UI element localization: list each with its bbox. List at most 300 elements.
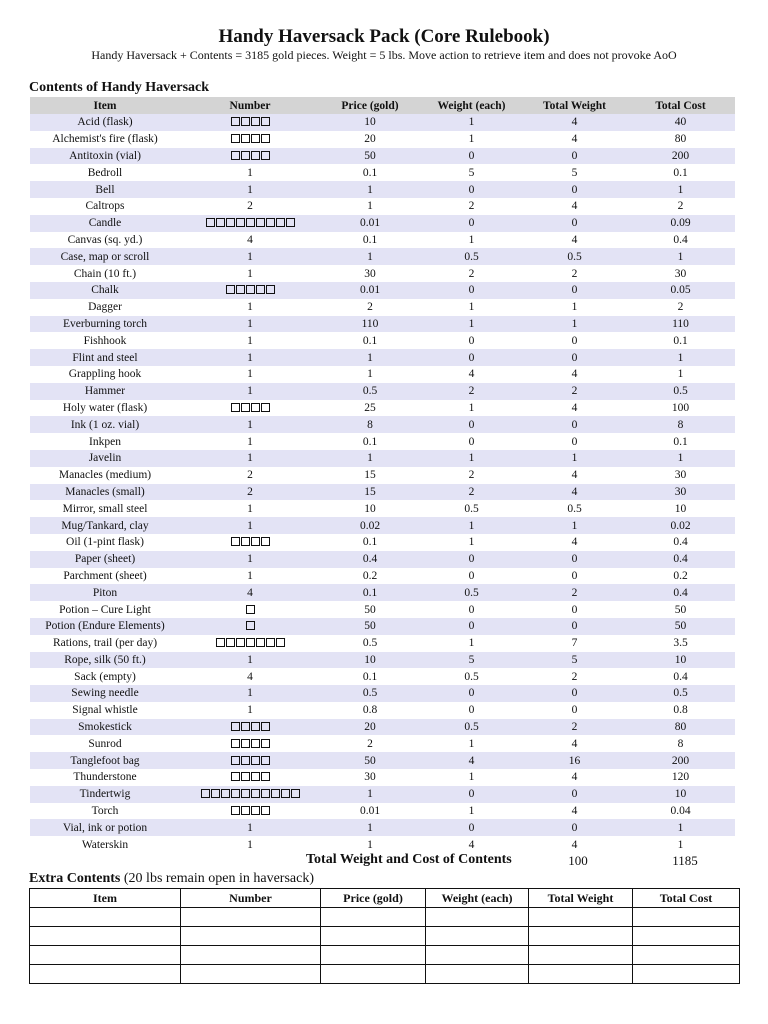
- item-total-cost-cell: 2: [626, 299, 735, 316]
- item-total-cost-cell: 0.5: [626, 685, 735, 702]
- tally-checkbox[interactable]: [236, 638, 245, 647]
- extra-empty-cell[interactable]: [321, 927, 426, 946]
- tally-checkbox[interactable]: [251, 403, 260, 412]
- extra-empty-cell[interactable]: [633, 927, 740, 946]
- extra-contents-table: [29, 888, 740, 984]
- item-total-cost-cell: 1: [626, 836, 735, 853]
- item-total-cost-cell: 80: [626, 719, 735, 736]
- table-row: [30, 534, 735, 551]
- item-weight-cell: 0: [420, 433, 523, 450]
- item-name-cell: Manacles (small): [30, 484, 180, 501]
- item-price-cell: 0.1: [320, 668, 420, 685]
- tally-checkbox[interactable]: [251, 756, 260, 765]
- item-total-cost-cell: 30: [626, 265, 735, 282]
- item-price-cell: 2: [320, 735, 420, 752]
- extra-empty-cell[interactable]: [426, 908, 529, 927]
- checkbox-group: [245, 602, 255, 618]
- item-total-weight-cell: 4: [523, 484, 626, 501]
- item-total-weight-cell: 0: [523, 433, 626, 450]
- item-number-cell: [180, 769, 320, 786]
- tally-checkbox[interactable]: [256, 285, 265, 294]
- tally-checkbox[interactable]: [251, 134, 260, 143]
- table-row: [30, 383, 735, 400]
- tally-checkbox[interactable]: [256, 638, 265, 647]
- item-number-cell: [180, 282, 320, 299]
- item-price-cell: 15: [320, 484, 420, 501]
- column-header-item: Item: [30, 97, 180, 114]
- checkbox-group: [230, 400, 270, 416]
- extra-empty-cell[interactable]: [633, 946, 740, 965]
- tally-checkbox[interactable]: [266, 638, 275, 647]
- table-row: [30, 668, 735, 685]
- tally-checkbox[interactable]: [261, 151, 270, 160]
- item-price-cell: 1: [320, 349, 420, 366]
- item-total-weight-cell: 4: [523, 198, 626, 215]
- item-total-weight-cell: 4: [523, 232, 626, 249]
- tally-checkbox[interactable]: [251, 151, 260, 160]
- tally-checkbox[interactable]: [256, 218, 265, 227]
- item-price-cell: 8: [320, 416, 420, 433]
- item-total-cost-cell: 0.4: [626, 584, 735, 601]
- table-row: [30, 400, 735, 417]
- item-name-cell: Flint and steel: [30, 349, 180, 366]
- item-weight-cell: 4: [420, 366, 523, 383]
- item-total-weight-cell: 0: [523, 282, 626, 299]
- item-total-cost-cell: 3.5: [626, 635, 735, 652]
- item-total-cost-cell: 1: [626, 248, 735, 265]
- item-total-weight-cell: 0: [523, 349, 626, 366]
- item-total-weight-cell: 0.5: [523, 248, 626, 265]
- extra-heading-note: (20 lbs remain open in haversack): [120, 871, 314, 886]
- item-number-cell: [180, 618, 320, 635]
- tally-checkbox[interactable]: [261, 403, 270, 412]
- extra-empty-cell[interactable]: [426, 927, 529, 946]
- tally-checkbox[interactable]: [231, 134, 240, 143]
- tally-checkbox[interactable]: [246, 621, 255, 630]
- item-total-weight-cell: 4: [523, 534, 626, 551]
- item-number-cell: 1: [180, 836, 320, 853]
- item-weight-cell: 0: [420, 332, 523, 349]
- table-row: [30, 551, 735, 568]
- tally-checkbox[interactable]: [261, 134, 270, 143]
- item-name-cell: Javelin: [30, 450, 180, 467]
- item-total-cost-cell: 200: [626, 148, 735, 165]
- table-row: [30, 450, 735, 467]
- item-weight-cell: 0.5: [420, 719, 523, 736]
- item-name-cell: Signal whistle: [30, 702, 180, 719]
- table-row: [30, 685, 735, 702]
- extra-empty-cell[interactable]: [321, 946, 426, 965]
- item-name-cell: Parchment (sheet): [30, 568, 180, 585]
- item-number-cell: 1: [180, 332, 320, 349]
- tally-checkbox[interactable]: [251, 537, 260, 546]
- item-number-cell: 4: [180, 232, 320, 249]
- item-total-weight-cell: 4: [523, 400, 626, 417]
- tally-checkbox[interactable]: [281, 789, 290, 798]
- item-number-cell: 1: [180, 265, 320, 282]
- tally-checkbox[interactable]: [241, 722, 250, 731]
- item-total-weight-cell: 0: [523, 181, 626, 198]
- item-total-weight-cell: 0: [523, 332, 626, 349]
- item-name-cell: Waterskin: [30, 836, 180, 853]
- item-number-cell: 1: [180, 702, 320, 719]
- tally-checkbox[interactable]: [251, 117, 260, 126]
- extra-empty-cell[interactable]: [529, 908, 633, 927]
- tally-checkbox[interactable]: [241, 151, 250, 160]
- tally-checkbox[interactable]: [231, 739, 240, 748]
- item-total-weight-cell: 4: [523, 735, 626, 752]
- item-price-cell: 0.02: [320, 517, 420, 534]
- tally-checkbox[interactable]: [231, 806, 240, 815]
- item-name-cell: Vial, ink or potion: [30, 819, 180, 836]
- extra-header-row: [30, 889, 740, 908]
- table-row: [30, 769, 735, 786]
- extra-column-header-total-weight: Total Weight: [529, 889, 633, 908]
- table-row: [30, 836, 735, 853]
- tally-checkbox[interactable]: [226, 285, 235, 294]
- tally-checkbox[interactable]: [241, 806, 250, 815]
- extra-empty-cell[interactable]: [321, 965, 426, 984]
- item-total-weight-cell: 0: [523, 215, 626, 232]
- table-row: [30, 299, 735, 316]
- item-name-cell: Paper (sheet): [30, 551, 180, 568]
- item-weight-cell: 1: [420, 517, 523, 534]
- table-row: [30, 181, 735, 198]
- item-price-cell: 50: [320, 148, 420, 165]
- tally-checkbox[interactable]: [221, 789, 230, 798]
- item-total-cost-cell: 0.1: [626, 433, 735, 450]
- item-name-cell: Antitoxin (vial): [30, 148, 180, 165]
- tally-checkbox[interactable]: [261, 739, 270, 748]
- extra-empty-cell[interactable]: [426, 965, 529, 984]
- item-total-weight-cell: 4: [523, 803, 626, 820]
- tally-checkbox[interactable]: [251, 789, 260, 798]
- table-row: [30, 215, 735, 232]
- tally-checkbox[interactable]: [246, 638, 255, 647]
- tally-checkbox[interactable]: [251, 739, 260, 748]
- tally-checkbox[interactable]: [266, 218, 275, 227]
- extra-empty-row: [30, 965, 740, 984]
- item-weight-cell: 5: [420, 652, 523, 669]
- item-price-cell: 1: [320, 181, 420, 198]
- tally-checkbox[interactable]: [231, 722, 240, 731]
- tally-checkbox[interactable]: [241, 772, 250, 781]
- tally-checkbox[interactable]: [251, 722, 260, 731]
- item-name-cell: Oil (1-pint flask): [30, 534, 180, 551]
- item-weight-cell: 0.5: [420, 584, 523, 601]
- tally-checkbox[interactable]: [216, 638, 225, 647]
- tally-checkbox[interactable]: [261, 772, 270, 781]
- tally-checkbox[interactable]: [226, 218, 235, 227]
- checkbox-group: [225, 282, 275, 298]
- checkbox-group: [230, 769, 270, 785]
- extra-column-header-item: Item: [30, 889, 181, 908]
- checkbox-group: [230, 719, 270, 735]
- item-number-cell: 1: [180, 366, 320, 383]
- item-total-weight-cell: 2: [523, 719, 626, 736]
- checkbox-group: [215, 635, 285, 651]
- item-number-cell: 1: [180, 416, 320, 433]
- tally-checkbox[interactable]: [261, 756, 270, 765]
- table-row: [30, 131, 735, 148]
- item-name-cell: Rope, silk (50 ft.): [30, 652, 180, 669]
- tally-checkbox[interactable]: [246, 218, 255, 227]
- extra-column-header-total-cost: Total Cost: [633, 889, 740, 908]
- tally-checkbox[interactable]: [231, 789, 240, 798]
- item-price-cell: 10: [320, 114, 420, 131]
- table-row: [30, 349, 735, 366]
- tally-checkbox[interactable]: [261, 722, 270, 731]
- item-total-cost-cell: 30: [626, 467, 735, 484]
- item-weight-cell: 1: [420, 769, 523, 786]
- item-price-cell: 30: [320, 265, 420, 282]
- contents-table: [30, 97, 735, 853]
- item-name-cell: Inkpen: [30, 433, 180, 450]
- tally-checkbox[interactable]: [261, 806, 270, 815]
- item-total-cost-cell: 50: [626, 618, 735, 635]
- tally-checkbox[interactable]: [276, 638, 285, 647]
- table-row: [30, 416, 735, 433]
- item-weight-cell: 0: [420, 148, 523, 165]
- item-number-cell: [180, 148, 320, 165]
- extra-empty-cell[interactable]: [30, 908, 181, 927]
- tally-checkbox[interactable]: [241, 789, 250, 798]
- extra-empty-cell[interactable]: [181, 927, 321, 946]
- item-number-cell: [180, 719, 320, 736]
- tally-checkbox[interactable]: [236, 218, 245, 227]
- tally-checkbox[interactable]: [251, 806, 260, 815]
- item-total-cost-cell: 0.05: [626, 282, 735, 299]
- item-price-cell: 1: [320, 198, 420, 215]
- tally-checkbox[interactable]: [226, 638, 235, 647]
- item-name-cell: Candle: [30, 215, 180, 232]
- item-weight-cell: 0: [420, 702, 523, 719]
- tally-checkbox[interactable]: [241, 756, 250, 765]
- item-weight-cell: 0: [420, 685, 523, 702]
- item-name-cell: Potion (Endure Elements): [30, 618, 180, 635]
- item-number-cell: 4: [180, 668, 320, 685]
- item-weight-cell: 1: [420, 400, 523, 417]
- item-name-cell: Everburning torch: [30, 316, 180, 333]
- totals-label: Total Weight and Cost of Contents: [306, 852, 512, 867]
- table-row: [30, 164, 735, 181]
- item-weight-cell: 0: [420, 416, 523, 433]
- item-weight-cell: 0: [420, 786, 523, 803]
- item-weight-cell: 0: [420, 551, 523, 568]
- extra-empty-cell[interactable]: [181, 946, 321, 965]
- item-total-weight-cell: 7: [523, 635, 626, 652]
- tally-checkbox[interactable]: [241, 403, 250, 412]
- table-row: [30, 484, 735, 501]
- extra-heading-bold: Extra Contents: [29, 871, 121, 886]
- item-name-cell: Mug/Tankard, clay: [30, 517, 180, 534]
- item-total-cost-cell: 8: [626, 416, 735, 433]
- column-header-number: Number: [180, 97, 320, 114]
- item-price-cell: 0.4: [320, 551, 420, 568]
- tally-checkbox[interactable]: [231, 117, 240, 126]
- item-price-cell: 0.1: [320, 332, 420, 349]
- tally-checkbox[interactable]: [261, 537, 270, 546]
- item-total-weight-cell: 0: [523, 148, 626, 165]
- tally-checkbox[interactable]: [276, 218, 285, 227]
- table-row: [30, 316, 735, 333]
- item-total-weight-cell: 0: [523, 685, 626, 702]
- contents-body: [30, 114, 735, 853]
- item-price-cell: 1: [320, 786, 420, 803]
- tally-checkbox[interactable]: [231, 537, 240, 546]
- item-total-cost-cell: 0.5: [626, 383, 735, 400]
- item-total-weight-cell: 0: [523, 618, 626, 635]
- extra-empty-cell[interactable]: [30, 965, 181, 984]
- item-name-cell: Bedroll: [30, 164, 180, 181]
- item-number-cell: 2: [180, 198, 320, 215]
- tally-checkbox[interactable]: [216, 218, 225, 227]
- tally-checkbox[interactable]: [206, 218, 215, 227]
- item-total-weight-cell: 0: [523, 786, 626, 803]
- tally-checkbox[interactable]: [231, 756, 240, 765]
- extra-empty-cell[interactable]: [633, 965, 740, 984]
- item-number-cell: 4: [180, 584, 320, 601]
- extra-empty-cell[interactable]: [321, 908, 426, 927]
- extra-empty-row: [30, 927, 740, 946]
- item-total-cost-cell: 1: [626, 181, 735, 198]
- column-header-price: Price (gold): [320, 97, 420, 114]
- item-name-cell: Dagger: [30, 299, 180, 316]
- table-row: [30, 819, 735, 836]
- item-price-cell: 30: [320, 769, 420, 786]
- item-weight-cell: 1: [420, 803, 523, 820]
- item-price-cell: 1: [320, 819, 420, 836]
- extra-empty-cell[interactable]: [426, 946, 529, 965]
- item-total-weight-cell: 4: [523, 131, 626, 148]
- item-weight-cell: 2: [420, 484, 523, 501]
- tally-checkbox[interactable]: [241, 117, 250, 126]
- item-total-weight-cell: 2: [523, 383, 626, 400]
- item-price-cell: 0.1: [320, 232, 420, 249]
- item-weight-cell: 1: [420, 635, 523, 652]
- tally-checkbox[interactable]: [271, 789, 280, 798]
- item-price-cell: 1: [320, 450, 420, 467]
- item-price-cell: 50: [320, 618, 420, 635]
- tally-checkbox[interactable]: [241, 134, 250, 143]
- tally-checkbox[interactable]: [246, 605, 255, 614]
- item-number-cell: [180, 131, 320, 148]
- item-total-weight-cell: 0: [523, 568, 626, 585]
- table-row: [30, 735, 735, 752]
- extra-empty-cell[interactable]: [633, 908, 740, 927]
- item-name-cell: Holy water (flask): [30, 400, 180, 417]
- item-number-cell: [180, 635, 320, 652]
- item-number-cell: [180, 786, 320, 803]
- item-name-cell: Potion – Cure Light: [30, 601, 180, 618]
- extra-empty-cell[interactable]: [181, 908, 321, 927]
- checkbox-group: [230, 753, 270, 769]
- tally-checkbox[interactable]: [231, 151, 240, 160]
- tally-checkbox[interactable]: [211, 789, 220, 798]
- column-header-total-cost: Total Cost: [626, 97, 735, 114]
- item-number-cell: 2: [180, 484, 320, 501]
- item-weight-cell: 1: [420, 131, 523, 148]
- tally-checkbox[interactable]: [231, 403, 240, 412]
- item-name-cell: Canvas (sq. yd.): [30, 232, 180, 249]
- item-total-weight-cell: 0: [523, 551, 626, 568]
- tally-checkbox[interactable]: [266, 285, 275, 294]
- extra-empty-cell[interactable]: [529, 927, 633, 946]
- item-total-weight-cell: 5: [523, 164, 626, 181]
- tally-checkbox[interactable]: [241, 537, 250, 546]
- extra-empty-cell[interactable]: [529, 965, 633, 984]
- item-total-cost-cell: 10: [626, 786, 735, 803]
- table-row: [30, 248, 735, 265]
- item-total-cost-cell: 10: [626, 652, 735, 669]
- extra-empty-cell[interactable]: [529, 946, 633, 965]
- checkbox-group: [230, 736, 270, 752]
- item-number-cell: 1: [180, 181, 320, 198]
- item-total-weight-cell: 0: [523, 601, 626, 618]
- item-number-cell: 1: [180, 685, 320, 702]
- item-total-weight-cell: 4: [523, 467, 626, 484]
- extra-column-header-weight: Weight (each): [426, 889, 529, 908]
- item-number-cell: [180, 803, 320, 820]
- extra-column-header-price: Price (gold): [321, 889, 426, 908]
- table-row: [30, 198, 735, 215]
- item-total-weight-cell: 2: [523, 265, 626, 282]
- item-price-cell: 50: [320, 601, 420, 618]
- extra-empty-row: [30, 946, 740, 965]
- tally-checkbox[interactable]: [286, 218, 295, 227]
- item-total-weight-cell: 2: [523, 584, 626, 601]
- table-row: [30, 148, 735, 165]
- item-number-cell: [180, 215, 320, 232]
- item-number-cell: 1: [180, 517, 320, 534]
- extra-empty-cell[interactable]: [181, 965, 321, 984]
- item-price-cell: 0.1: [320, 584, 420, 601]
- extra-empty-cell[interactable]: [30, 946, 181, 965]
- table-row: [30, 786, 735, 803]
- checkbox-group: [230, 131, 270, 147]
- item-price-cell: 1: [320, 836, 420, 853]
- item-weight-cell: 0: [420, 282, 523, 299]
- column-header-weight: Weight (each): [420, 97, 523, 114]
- item-total-cost-cell: 30: [626, 484, 735, 501]
- item-price-cell: 0.5: [320, 383, 420, 400]
- tally-checkbox[interactable]: [236, 285, 245, 294]
- tally-checkbox[interactable]: [251, 772, 260, 781]
- tally-checkbox[interactable]: [241, 739, 250, 748]
- extra-empty-row: [30, 908, 740, 927]
- item-price-cell: 0.2: [320, 568, 420, 585]
- item-weight-cell: 4: [420, 836, 523, 853]
- tally-checkbox[interactable]: [261, 117, 270, 126]
- table-row: [30, 265, 735, 282]
- item-number-cell: 1: [180, 433, 320, 450]
- item-name-cell: Torch: [30, 803, 180, 820]
- tally-checkbox[interactable]: [246, 285, 255, 294]
- tally-checkbox[interactable]: [231, 772, 240, 781]
- tally-checkbox[interactable]: [261, 789, 270, 798]
- item-total-weight-cell: 5: [523, 652, 626, 669]
- tally-checkbox[interactable]: [291, 789, 300, 798]
- extra-empty-cell[interactable]: [30, 927, 181, 946]
- item-weight-cell: 1: [420, 316, 523, 333]
- page-subtitle: Handy Haversack + Contents = 3185 gold pieces. Weight = 5 lbs. Move action to retrieve item and does not provoke AoO: [91, 48, 677, 62]
- tally-checkbox[interactable]: [201, 789, 210, 798]
- contents-header-row: [30, 97, 735, 114]
- item-name-cell: Rations, trail (per day): [30, 635, 180, 652]
- totals-row: [0, 852, 768, 870]
- item-weight-cell: 1: [420, 450, 523, 467]
- extra-column-header-number: Number: [181, 889, 321, 908]
